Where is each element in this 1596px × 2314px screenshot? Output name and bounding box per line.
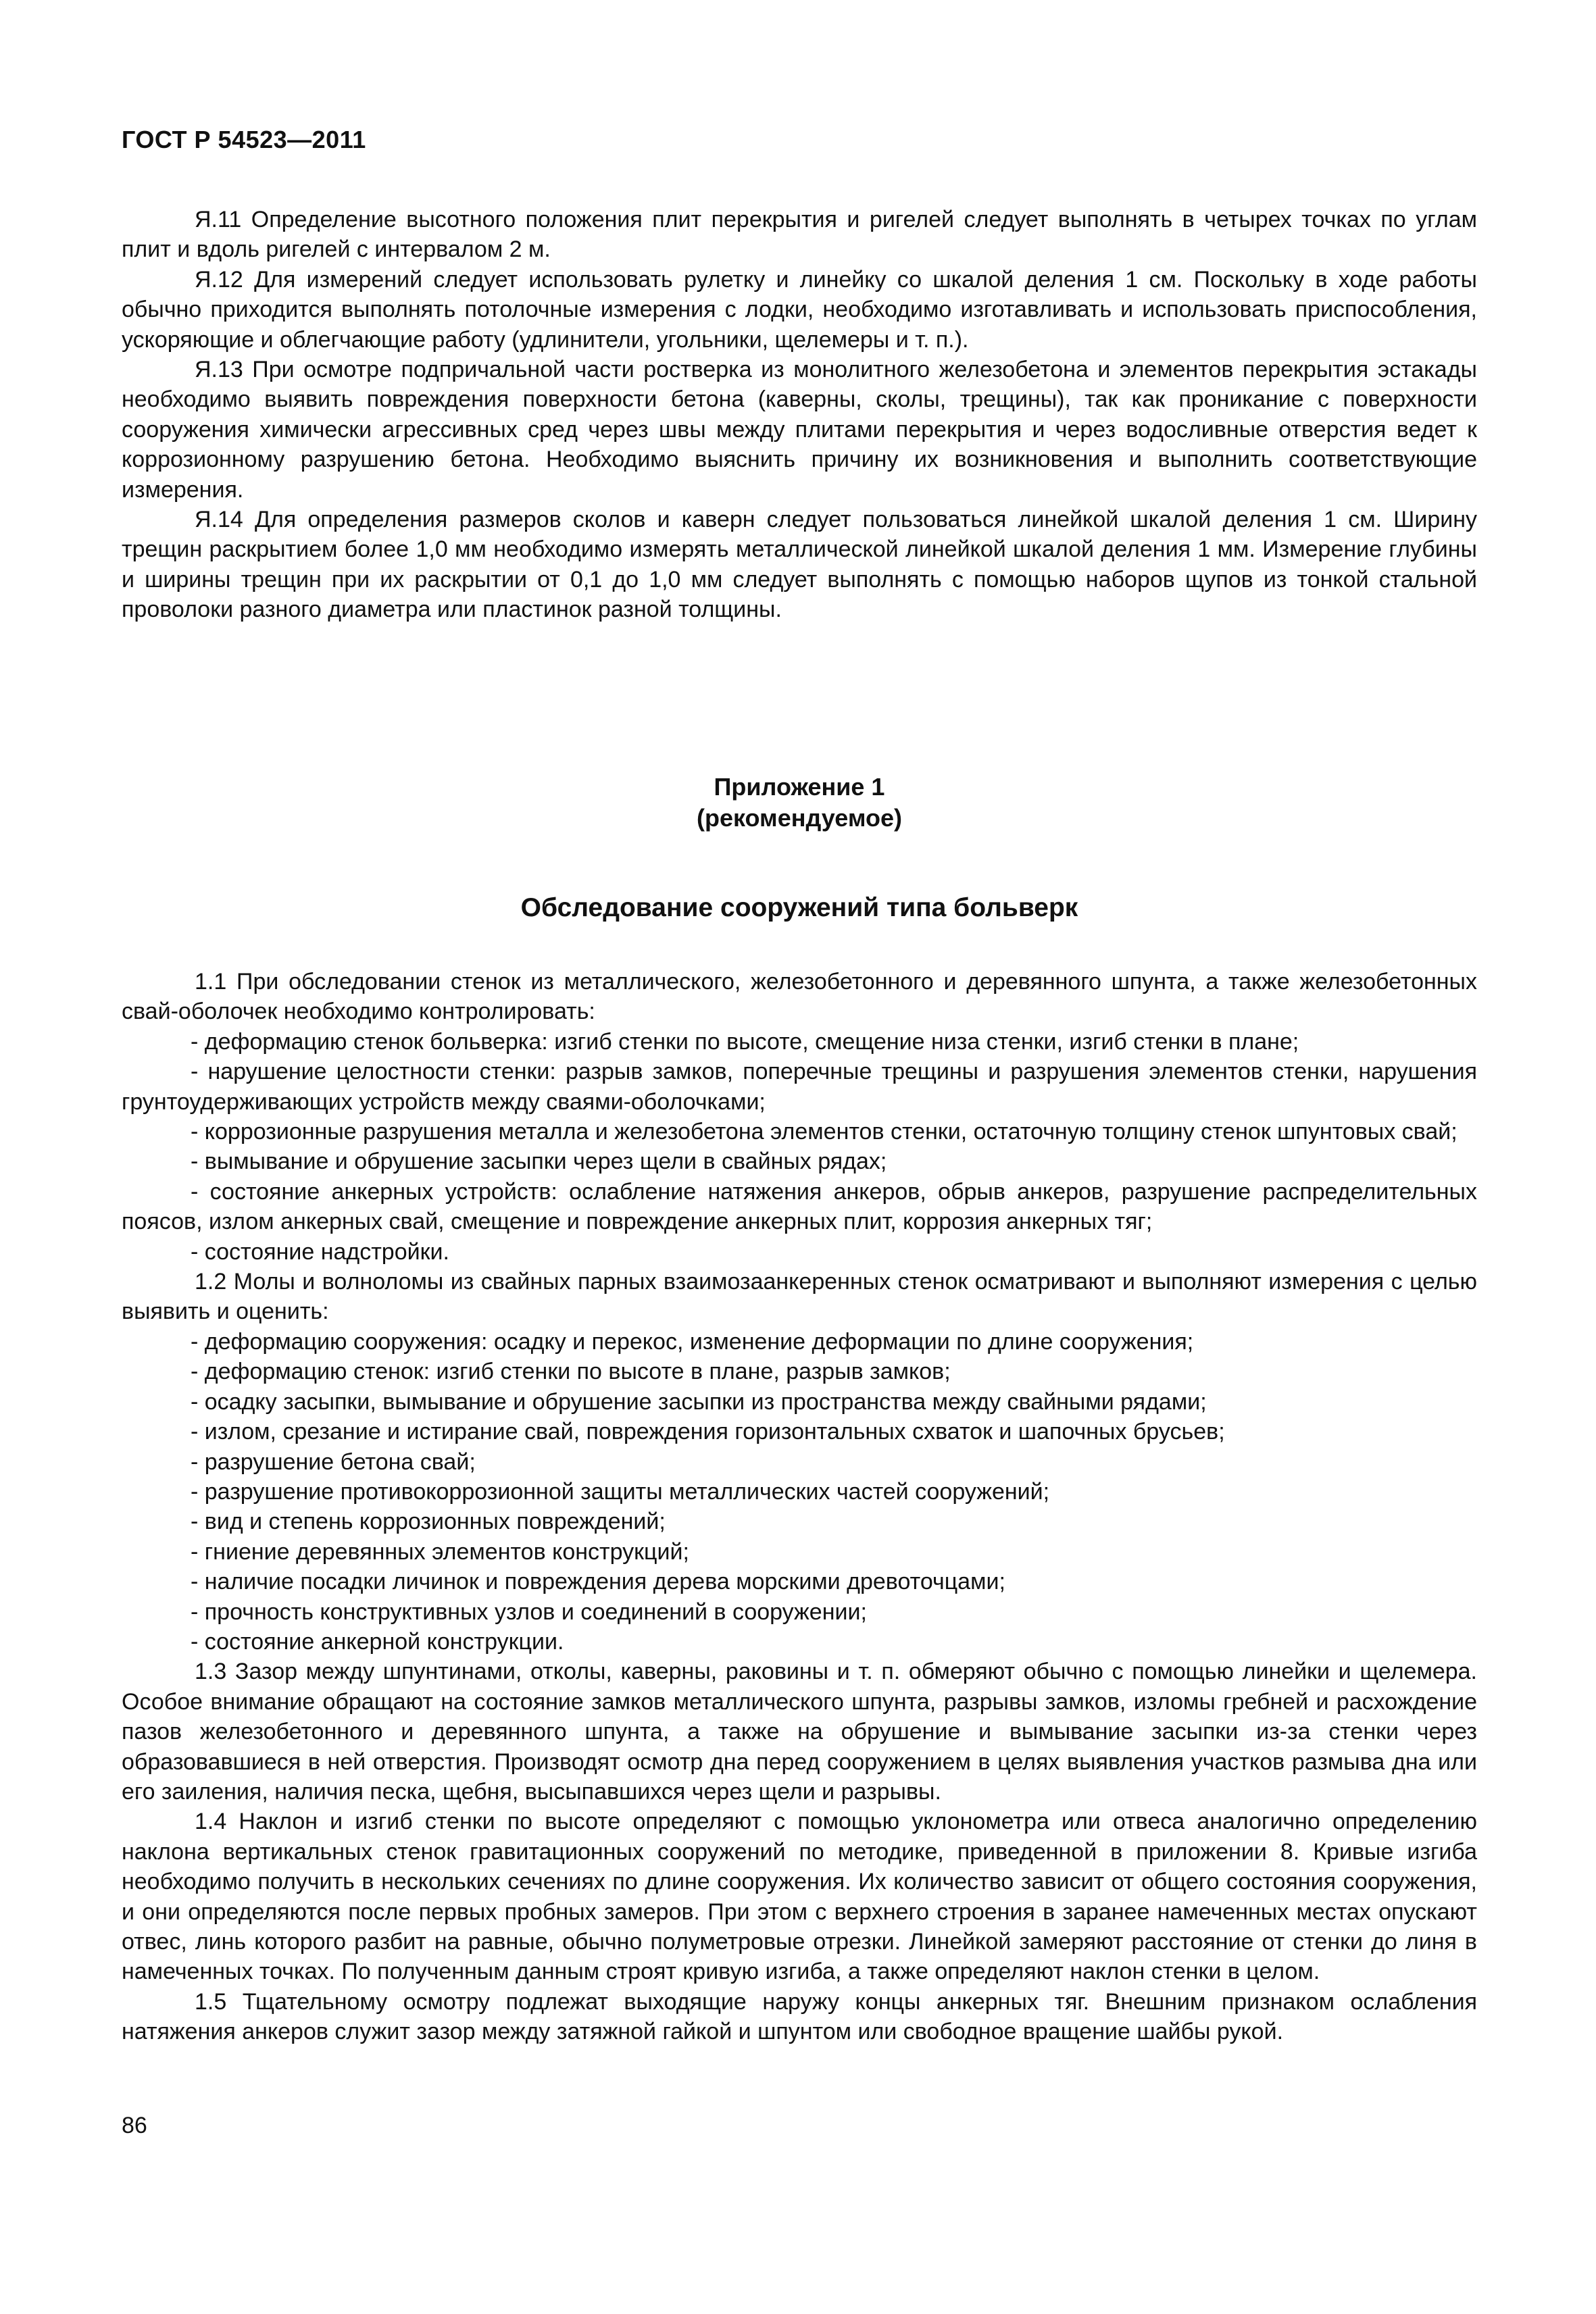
- list-item: - коррозионные разрушения металла и железобетона элементов стенки, остаточную толщину стенок шпунтовых свай;: [191, 1119, 1457, 1145]
- list-item: - нарушение целостности стенки: разрыв замков, поперечные трещины и разрушения элементов стенки, нарушения грунтоудерживающих устройств между сваями-оболочками;: [122, 1059, 1477, 1115]
- paragraph-1-1: 1.1 При обследовании стенок из металлического, железобетонного и деревянного шпунта, а также железобетонных свай-оболочек необходимо контролировать:: [122, 969, 1477, 1025]
- paragraph-1-2: 1.2 Молы и волноломы из свайных парных взаимозаанкеренных стенок осматривают и выполняют измерения с целью выявить и оценить:: [122, 1269, 1477, 1325]
- paragraph-ya-13: Я.13 При осмотре подпричальной части ростверка из монолитного железобетона и элементов перекрытия эстакады необходимо выявить повреждения поверхности бетона (каверны, сколы, трещины), так как проникание с поверхности сооружения химически агрессивных сред через швы между плитами перекрытия и через водосливные отверстия ведет к коррозионному разрушению бетона. Необходимо выяснить причину их возникновения и выполнить соответствующие измерения.: [122, 357, 1477, 503]
- paragraph-ya-11: Я.11 Определение высотного положения плит перекрытия и ригелей следует выполнять в четырех точках по углам плит и вдоль ригелей с интервалом 2 м.: [122, 207, 1477, 263]
- list-item: - разрушение противокоррозионной защиты металлических частей сооружений;: [191, 1478, 1050, 1505]
- list-item: - состояние анкерных устройств: ослабление натяжения анкеров, обрыв анкеров, разрушение распределительных поясов, излом анкерных свай, смещение и повреждение анкерных плит, коррозия анкерных тяг;: [122, 1178, 1477, 1235]
- paragraph-ya-12: Я.12 Для измерений следует использовать рулетку и линейку со шкалой деления 1 см. Поскольку в ходе работы обычно приходится выполнять потолочные измерения с лодки, необходимо изготавливать и использовать приспособления, ускоряющие и облегчающие работу (удлинители, угольники, щелемеры и т. п.).: [122, 266, 1477, 353]
- paragraph-1-5: 1.5 Тщательному осмотру подлежат выходящие наружу концы анкерных тяг. Внешним признаком ослабления натяжения анкеров служит зазор между затяжной гайкой и шпунтом или свободное вращение шайбы рукой.: [122, 1988, 1477, 2045]
- paragraph-ya-14: Я.14 Для определения размеров сколов и каверн следует пользоваться линейкой шкалой деления 1 см. Ширину трещин раскрытием более 1,0 мм необходимо измерять металлической линейкой шкалой деления 1 мм. Измерение глубины и ширины трещин при их раскрытии от 0,1 до 1,0 мм следует выполнять с помощью наборов щупов из тонкой стальной проволоки разного диаметра или пластинок разной толщины.: [122, 507, 1477, 623]
- list-item: - состояние анкерной конструкции.: [191, 1628, 564, 1655]
- list-item: - гниение деревянных элементов конструкций;: [191, 1538, 689, 1565]
- list-item: - вымывание и обрушение засыпки через щели в свайных рядах;: [191, 1149, 887, 1175]
- list-item: - прочность конструктивных узлов и соединений в сооружении;: [191, 1599, 867, 1625]
- paragraph-1-3: 1.3 Зазор между шпунтинами, отколы, каверны, раковины и т. п. обмеряют обычно с помощью линейки и щелемера. Особое внимание обращают на состояние замков металлического шпунта, разрывы замков, изломы гребней и расхождение пазов железобетонного и деревянного шпунта, а также на обрушение и вымывание засыпки из-за стенки через образовавшиеся в ней отверстия. Производят осмотр дна перед сооружением в целях выявления участков размыва дна или его заиления, наличия песка, щебня, высыпавшихся через щели и разрывы.: [122, 1659, 1477, 1805]
- list-item: - вид и степень коррозионных повреждений;: [191, 1509, 666, 1535]
- list-item: - состояние надстройки.: [191, 1238, 449, 1265]
- section-title: Обследование сооружений типа больверк: [520, 893, 1078, 922]
- appendix-subtitle: (рекомендуемое): [697, 804, 902, 832]
- list-item: - деформацию сооружения: осадку и перекос, изменение деформации по длине сооружения;: [191, 1328, 1194, 1355]
- page-number: 86: [122, 2113, 147, 2138]
- appendix-body: [122, 967, 1477, 2047]
- list-item: - наличие посадки личинок и повреждения дерева морскими древоточцами;: [191, 1569, 1005, 1595]
- section-ya-text: [122, 205, 1477, 625]
- appendix-heading: [122, 772, 1477, 834]
- document-header: ГОСТ Р 54523—2011: [122, 126, 366, 153]
- list-item: - деформацию стенок: изгиб стенки по высоте в плане, разрыв замков;: [191, 1359, 951, 1385]
- appendix-title: Приложение 1: [714, 773, 885, 801]
- list-item: - излом, срезание и истирание свай, повреждения горизонтальных схваток и шапочных брусьев;: [191, 1419, 1225, 1445]
- list-item: - деформацию стенок больверка: изгиб стенки по высоте, смещение низа стенки, изгиб стенки в плане;: [191, 1028, 1299, 1055]
- list-item: - осадку засыпки, вымывание и обрушение засыпки из пространства между свайными рядами;: [191, 1388, 1207, 1415]
- list-item: - разрушение бетона свай;: [191, 1449, 476, 1475]
- paragraph-1-4: 1.4 Наклон и изгиб стенки по высоте определяют с помощью уклонометра или отвеса аналогично определению наклона вертикальных стенок гравитационных сооружений по методике, приведенной в приложении 8. Кривые изгиба необходимо получить в нескольких сечениях по длине сооружения. Их количество зависит от общего состояния сооружения, и они определяются после первых пробных замеров. При этом с верхнего строения в заранее намеченных местах опускают отвес, линь которого разбит на равные, обычно полуметровые отрезки. Линейкой замеряют расстояние от стенки до линя в намеченных точках. По полученным данным строят кривую изгиба, а также определяют наклон стенки в целом.: [122, 1809, 1477, 1985]
